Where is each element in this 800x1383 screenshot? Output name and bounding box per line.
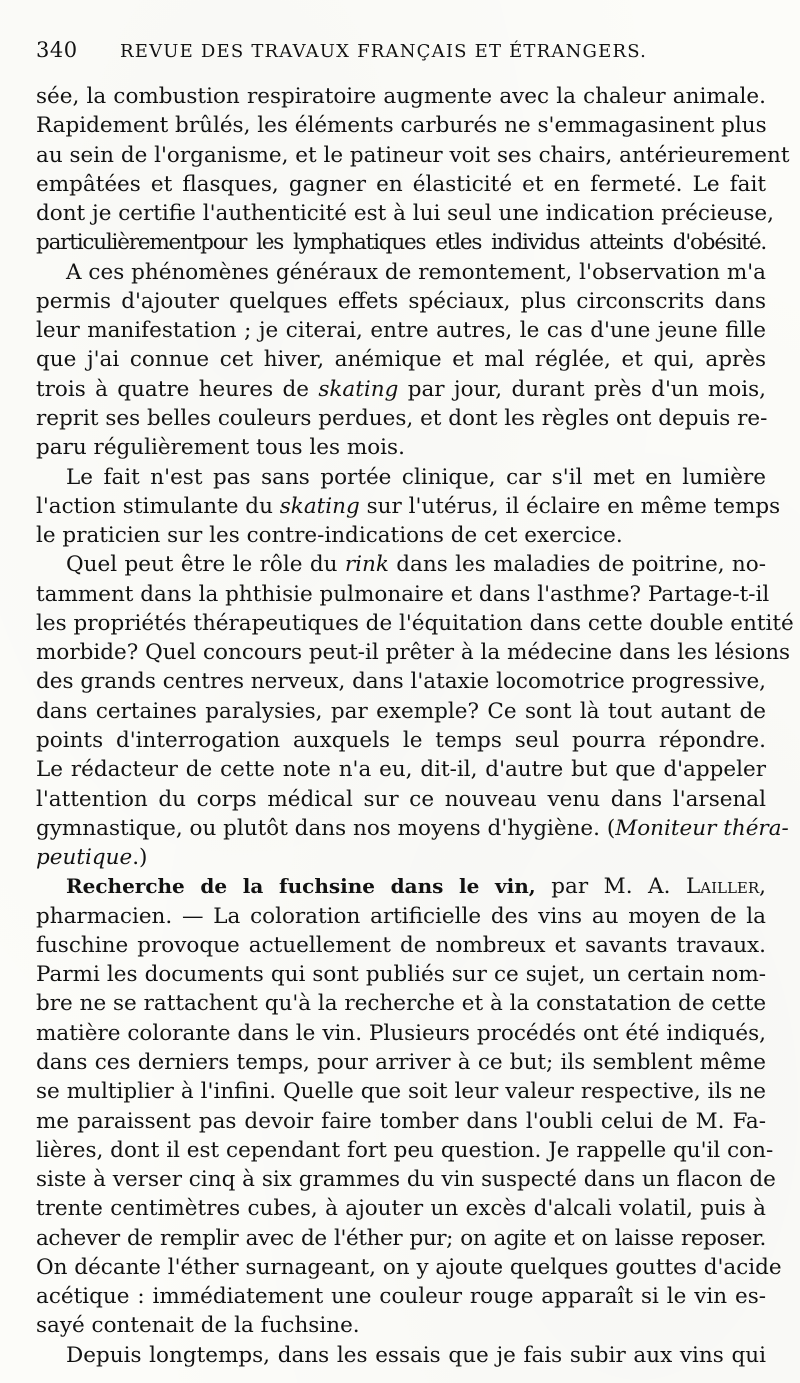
text-line: me paraissent pas devoir faire tomber dans l'oubli celui de M. Fa-	[36, 1108, 766, 1134]
text-line: achever de remplir avec de l'éther pur; on agite et on laisse reposer.	[36, 1225, 766, 1251]
text-line: empâtées et flasques, gagner en élasticité et en fermeté. Le fait	[36, 171, 766, 197]
text-line: Quel peut être le rôle du rink dans les maladies de poitrine, no-	[66, 552, 766, 578]
text-line: les propriétés thérapeutiques de l'équitation dans cette double entité	[36, 610, 794, 636]
text-line: gymnastique, ou plutôt dans nos moyens d'hygiène. (Moniteur théra-	[36, 815, 789, 841]
running-title: REVUE DES TRAVAUX FRANÇAIS ET ÉTRANGERS.	[120, 41, 648, 62]
text-line: leur manifestation ; je citerai, entre autres, le cas d'une jeune fille	[36, 318, 766, 344]
text-line: dans certaines paralysies, par exemple? Ce sont là tout autant de	[36, 698, 766, 724]
text-line: bre ne se rattachent qu'à la recherche et à la constatation de cette	[36, 991, 767, 1017]
text-line: A ces phénomènes généraux de remontement, l'observation m'a	[66, 259, 766, 285]
text-line: que j'ai connue cet hiver, anémique et mal réglée, et qui, après	[36, 347, 766, 373]
text-line: l'attention du corps médical sur ce nouveau venu dans l'arsenal	[36, 786, 766, 812]
text-line: pharmacien. — La coloration artificielle des vins au moyen de la	[36, 903, 766, 929]
text-line: reprit ses belles couleurs perdues, et dont les règles ont depuis re-	[36, 406, 768, 431]
article-heading-line: Recherche de la fuchsine dans le vin, par M. A. Lailler,	[66, 874, 766, 900]
text-line: paru régulièrement tous les mois.	[36, 435, 405, 461]
text-line: On décante l'éther surnageant, on y ajoute quelques gouttes d'acide	[36, 1254, 782, 1280]
text-line: points d'interrogation auxquels le temps seul pourra répondre.	[36, 728, 766, 753]
text-line: fuschine provoque actuellement de nombreux et savants travaux.	[36, 932, 766, 958]
text-line: Depuis longtemps, dans les essais que je fais subir aux vins qui	[66, 1342, 766, 1368]
running-header	[36, 38, 776, 62]
text-line: permis d'ajouter quelques effets spéciaux, plus circonscrits dans	[36, 288, 766, 314]
text-line: des grands centres nerveux, dans l'ataxie locomotrice progressive,	[36, 669, 767, 695]
text-line: matière colorante dans le vin. Plusieurs procédés ont été indiqués,	[36, 1020, 766, 1046]
text-line: trois à quatre heures de skating par jour, durant près d'un mois,	[36, 376, 766, 402]
text-line: morbide? Quel concours peut-il prêter à la médecine dans les lésions	[36, 640, 791, 666]
text-line: sayé contenait de la fuchsine.	[36, 1313, 360, 1339]
text-line: sée, la combustion respiratoire augmente avec la chaleur animale.	[36, 84, 766, 109]
text-line: l'action stimulante du skating sur l'utérus, il éclaire en même temps	[36, 493, 781, 519]
text-line: tamment dans la phthisie pulmonaire et dans l'asthme? Partage-t-il	[36, 581, 770, 607]
page-number: 340	[36, 38, 78, 62]
text-line: siste à verser cinq à six grammes du vin suspecté dans un flacon de	[36, 1167, 776, 1193]
text-line: peutique.)	[36, 845, 148, 871]
text-line: lières, dont il est cependant fort peu question. Je rappelle qu'il con-	[36, 1137, 774, 1163]
author-name: Lailler	[685, 874, 760, 900]
text-line: Le fait n'est pas sans portée clinique, car s'il met en lumière	[66, 464, 766, 490]
text-line: Rapidement brûlés, les éléments carburés ne s'emmagasinent plus	[36, 113, 767, 139]
text-line: le praticien sur les contre-indications de cet exercice.	[36, 523, 623, 549]
text-line: acétique : immédiatement une couleur rouge apparaît si le vin es-	[36, 1284, 766, 1310]
article-title: Recherche de la fuchsine dans le vin,	[66, 874, 536, 899]
text-line: Parmi les documents qui sont publiés sur ce sujet, un certain nom-	[36, 962, 766, 988]
text-line: se multiplier à l'infini. Quelle que soit leur valeur respective, ils ne	[36, 1079, 766, 1105]
text-line: particulièrementpour les lymphatiques etles individus atteints d'obésité.	[36, 230, 766, 256]
text-line: Le rédacteur de cette note n'a eu, dit-il, d'autre but que d'appeler	[36, 757, 766, 783]
text-line: dont je certifie l'authenticité est à lui seul une indication précieuse,	[36, 201, 774, 227]
text-line: dans ces derniers temps, pour arriver à ce but; ils semblent même	[36, 1050, 766, 1075]
text-line: au sein de l'organisme, et le patineur voit ses chairs, antérieurement	[36, 142, 790, 168]
text-line: trente centimètres cubes, à ajouter un excès d'alcali volatil, puis à	[36, 1196, 766, 1222]
